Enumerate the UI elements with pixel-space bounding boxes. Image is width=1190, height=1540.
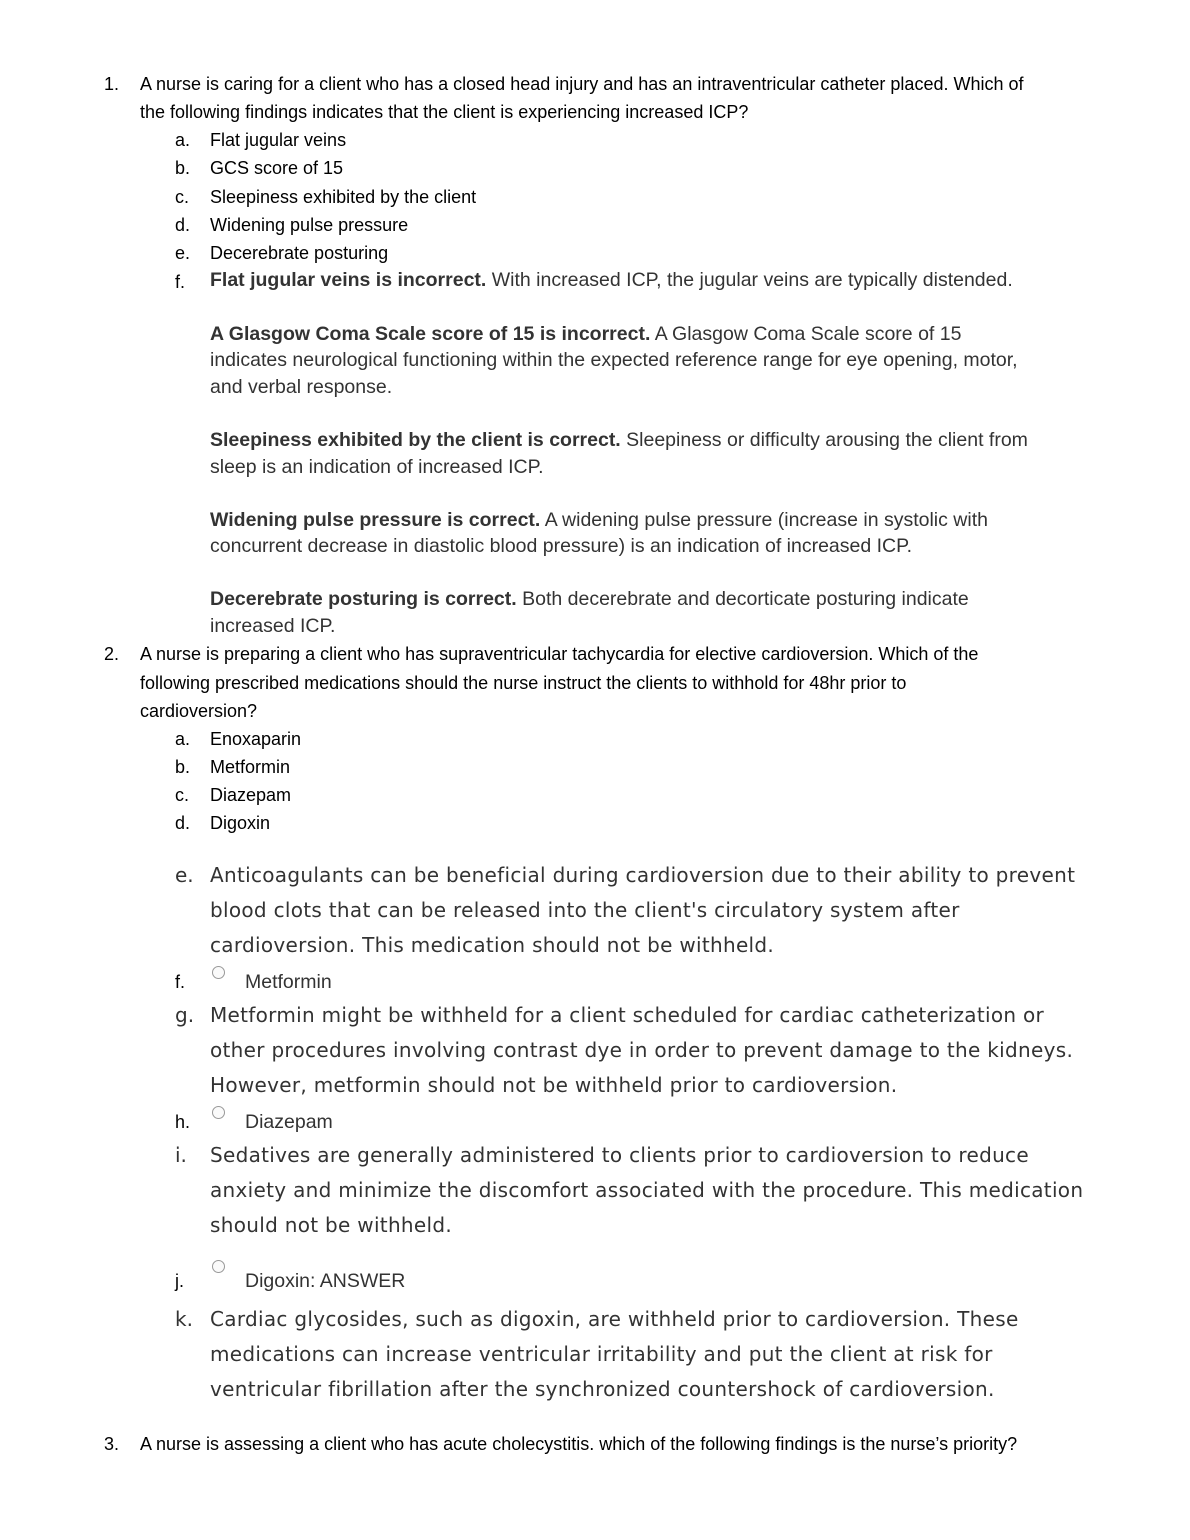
q1-rationale-2-bold: A Glasgow Coma Scale score of 15 is incorrect. xyxy=(210,323,651,345)
q2-option-a: Enoxaparin xyxy=(210,729,302,749)
q1-rationale-5-line-1: Both decerebrate and decorticate posturing indicate xyxy=(522,588,969,610)
q1-rationale-4-line-2: concurrent decrease in diastolic blood pressure) is an indication of increased ICP. xyxy=(210,535,913,557)
q2-item-k-line-2: medications can increase ventricular irritability and put the client at risk for xyxy=(210,1342,993,1366)
question-2-text-line-2: following prescribed medications should the nurse instruct the clients to withhold for 48hr prior to xyxy=(140,673,907,693)
q2-item-e-letter: e. xyxy=(175,863,194,887)
metformin-radio-icon[interactable] xyxy=(212,966,225,979)
q2-option-c-letter: c. xyxy=(175,785,190,805)
q1-option-b-letter: b. xyxy=(175,158,191,178)
q2-item-e-line-1: Anticoagulants can be beneficial during cardioversion due to their ability to prevent xyxy=(210,863,1076,887)
question-2-number: 2. xyxy=(104,644,120,664)
q2-item-k-line-1: Cardiac glycosides, such as digoxin, are withheld prior to cardioversion. These xyxy=(210,1307,1019,1331)
q2-item-g-line-3: However, metformin should not be withheld prior to cardioversion. xyxy=(210,1073,898,1097)
q1-option-c-letter: c. xyxy=(175,187,190,207)
q1-rationale-1-line-1: With increased ICP, the jugular veins are typically distended. xyxy=(491,269,1013,291)
q1-option-d: Widening pulse pressure xyxy=(210,215,409,235)
q2-item-g-line-1: Metformin might be withheld for a client scheduled for cardiac catheterization or xyxy=(210,1003,1045,1027)
q2-option-b: Metformin xyxy=(210,757,291,777)
q2-option-c: Diazepam xyxy=(210,785,292,805)
q1-option-e-letter: e. xyxy=(175,243,191,263)
question-1-text-line-2: the following findings indicates that the client is experiencing increased ICP? xyxy=(140,102,749,122)
q1-option-d-letter: d. xyxy=(175,215,191,235)
q2-option-d: Digoxin xyxy=(210,813,271,833)
q2-item-j-label: Digoxin: ANSWER xyxy=(245,1270,406,1292)
q2-item-i-line-3: should not be withheld. xyxy=(210,1213,453,1237)
q1-option-e: Decerebrate posturing xyxy=(210,243,389,263)
q2-item-k-line-3: ventricular fibrillation after the synchronized countershock of cardioversion. xyxy=(210,1377,995,1401)
question-2-text-line-1: A nurse is preparing a client who has supraventricular tachycardia for elective cardioversion. Which of the xyxy=(140,644,979,664)
q1-rationale-3-bold: Sleepiness exhibited by the client is correct. xyxy=(210,429,621,451)
q2-item-i-line-1: Sedatives are generally administered to clients prior to cardioversion to reduce xyxy=(210,1143,1029,1167)
q2-option-b-letter: b. xyxy=(175,757,191,777)
q1-option-a-letter: a. xyxy=(175,130,191,150)
q2-item-e-line-2: blood clots that can be released into the client's circulatory system after xyxy=(210,898,960,922)
q2-item-k-letter: k. xyxy=(175,1307,193,1331)
q2-item-f-letter: f. xyxy=(175,972,186,992)
question-1-text-line-1: A nurse is caring for a client who has a closed head injury and has an intraventricular catheter placed. Which of xyxy=(140,74,1024,94)
q2-item-i-line-2: anxiety and minimize the discomfort associated with the procedure. This medication xyxy=(210,1178,1084,1202)
q2-item-f-label: Metformin xyxy=(245,971,332,993)
q2-option-d-letter: d. xyxy=(175,813,191,833)
question-3-number: 3. xyxy=(104,1434,120,1454)
question-1-number: 1. xyxy=(104,74,120,94)
q2-item-h-letter: h. xyxy=(175,1112,191,1132)
q1-rationale-1 xyxy=(210,267,1013,294)
q1-option-a: Flat jugular veins xyxy=(210,130,347,150)
q1-rationale-4-bold: Widening pulse pressure is correct. xyxy=(210,509,541,531)
q1-rationale-letter: f. xyxy=(175,272,186,292)
q1-rationale-1-bold: Flat jugular veins is incorrect. xyxy=(210,269,487,291)
digoxin-radio-icon[interactable] xyxy=(212,1260,225,1273)
q1-rationale-4 xyxy=(210,507,988,534)
q1-rationale-3-line-2: sleep is an indication of increased ICP. xyxy=(210,456,544,478)
q2-item-h-label: Diazepam xyxy=(245,1111,333,1133)
q2-item-i-letter: i. xyxy=(175,1143,187,1167)
question-3-text: A nurse is assessing a client who has acute cholecystitis. which of the following findings is the nurse’s priority? xyxy=(140,1434,1018,1454)
q2-item-g-line-2: other procedures involving contrast dye in order to prevent damage to the kidneys. xyxy=(210,1038,1074,1062)
q1-rationale-2 xyxy=(210,321,961,348)
q2-option-a-letter: a. xyxy=(175,729,191,749)
q1-rationale-2-line-1: A Glasgow Coma Scale score of 15 xyxy=(654,323,962,345)
diazepam-radio-icon[interactable] xyxy=(212,1106,225,1119)
q2-item-e-line-3: cardioversion. This medication should not be withheld. xyxy=(210,933,775,957)
q2-item-j-letter: j. xyxy=(175,1271,184,1291)
question-2-text-line-3: cardioversion? xyxy=(140,701,258,721)
q1-rationale-5-line-2: increased ICP. xyxy=(210,615,336,637)
q1-rationale-2-line-2: indicates neurological functioning within the expected reference range for eye opening, motor, xyxy=(210,349,1018,371)
q1-option-c: Sleepiness exhibited by the client xyxy=(210,187,477,207)
q1-option-b: GCS score of 15 xyxy=(210,158,344,178)
q1-rationale-5-bold: Decerebrate posturing is correct. xyxy=(210,588,517,610)
q1-rationale-2-line-3: and verbal response. xyxy=(210,376,393,398)
q1-rationale-4-line-1: A widening pulse pressure (increase in systolic with xyxy=(544,509,988,531)
q1-rationale-3-line-1: Sleepiness or difficulty arousing the client from xyxy=(626,429,1028,451)
q1-rationale-3 xyxy=(210,427,1028,454)
q1-rationale-5 xyxy=(210,586,969,613)
q2-item-g-letter: g. xyxy=(175,1003,195,1027)
